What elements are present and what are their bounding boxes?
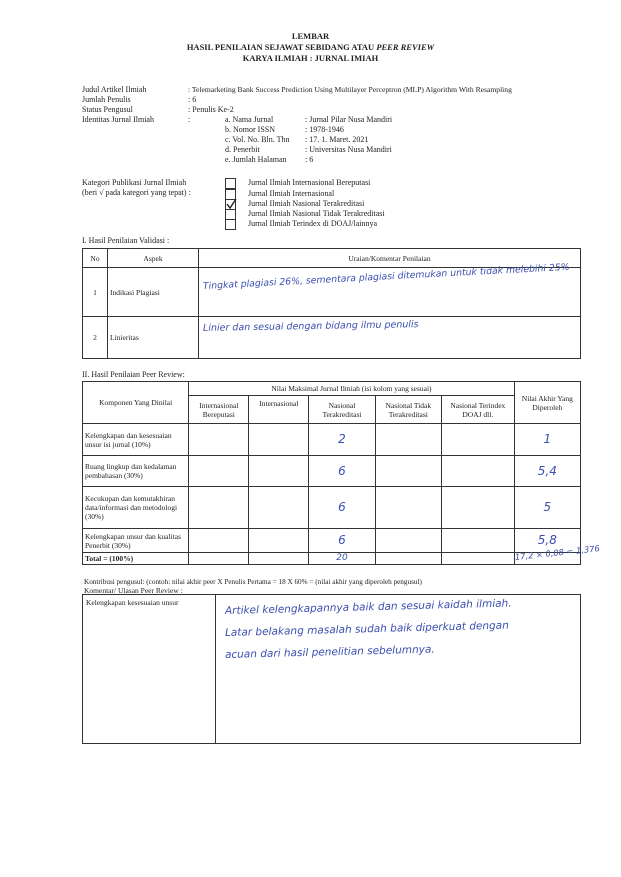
validasi-header-komentar: Uraian/Komentar Penilaian [199, 249, 581, 268]
peer-komponen: Kecukupan dan kemutakhiran data/informasi dan metodologi (30%) [83, 487, 189, 529]
validasi-row [83, 317, 581, 359]
peer-subheader: Nasional Terakreditasi [309, 396, 375, 424]
field-value-penerbit: : Universitas Nusa Mandiri [305, 145, 392, 154]
peer-akhir-value: 5 [514, 487, 580, 529]
peer-max-value: 6 [309, 487, 375, 529]
identitas-label: Identitas Jurnal Ilmiah [82, 115, 154, 124]
header-line-1: LEMBAR [291, 31, 330, 41]
peer-total-akhir: 17,2 × 0,08 = 1,376 [514, 543, 600, 562]
field-value-issn: : 1978-1946 [305, 125, 344, 134]
identitas-colon: : [188, 115, 191, 124]
peer-subheader: Nasional Tidak Terakreditasi [375, 396, 441, 424]
option-doaj: Jurnal Ilmiah Terindex di DOAJ/lainnya [248, 219, 378, 228]
option-internasional: Jurnal Ilmiah Internasional [248, 189, 335, 198]
peer-row [83, 487, 581, 529]
peer-row [83, 424, 581, 456]
status-value: : Penulis Ke-2 [188, 105, 234, 114]
option-nasional-terakreditasi: Jurnal Ilmiah Nasional Terakreditasi [248, 199, 365, 208]
field-value-nama: : Jurnal Pilar Nusa Mandiri [305, 115, 393, 124]
validasi-header-aspek: Aspek [108, 249, 199, 268]
validasi-no: 2 [83, 317, 108, 359]
peer-total-max: 20 [309, 553, 375, 565]
peer-max-value: 6 [309, 456, 375, 487]
jumlah-label: Jumlah Penulis [82, 95, 131, 104]
jumlah-value: : 6 [188, 95, 197, 104]
option-internasional-bereputasi: Jurnal Ilmiah Internasional Bereputasi [248, 178, 371, 187]
header-line-2-text: HASIL PENILAIAN SEJAWAT SEBIDANG ATAU [186, 42, 377, 52]
validasi-title: I. Hasil Penilaian Validasi : [82, 236, 170, 245]
peer-total-akhir-cell [514, 543, 600, 565]
option-nasional-tidak-terakreditasi: Jurnal Ilmiah Nasional Tidak Terakreditasi [248, 209, 385, 218]
validasi-komentar-cell [199, 317, 581, 359]
field-label-halaman: e. Jumlah Halaman [225, 155, 287, 164]
peer-akhir-value: 1 [514, 424, 580, 456]
peer-komponen: Kelengkapan dan kesesuaian unsur isi jurnal (10%) [83, 424, 189, 456]
validasi-aspek: Indikasi Plagiasi [108, 268, 199, 317]
validasi-no: 1 [83, 268, 108, 317]
komentar-box [82, 594, 581, 744]
peer-subheader: Internasional Bereputasi [189, 396, 249, 424]
peer-total-row [83, 553, 581, 565]
status-label: Status Pengusul [82, 105, 133, 114]
header-peer-review: PEER REVIEW [376, 42, 435, 52]
peer-header-row [83, 382, 581, 396]
field-label-issn: b. Nomor ISSN [225, 125, 276, 134]
kelengkapan-label: Kelengkapan kesesuaian unsur [86, 598, 179, 607]
peer-table [82, 381, 600, 565]
field-value-vol: : 17. 1. Maret. 2021 [305, 135, 369, 144]
komentar-divider [215, 595, 216, 743]
peer-row [83, 529, 581, 553]
peer-header-nilai-akhir: Nilai Akhir Yang Diperoleh [514, 382, 580, 424]
field-label-nama: a. Nama Jurnal [225, 115, 274, 124]
field-label-vol: c. Vol. No. Bln. Thn [225, 135, 290, 144]
peer-max-value: 2 [309, 424, 375, 456]
header-line-2 [0, 42, 621, 52]
validasi-komentar: Tingkat plagiasi 26%, sementara plagiasi ditemukan untuk tidak melebihi 25% [202, 261, 570, 292]
validasi-aspek: Linieritas [108, 317, 199, 359]
komentar-line: Latar belakang masalah sudah baik diperkuat dengan [224, 619, 509, 639]
field-label-penerbit: d. Penerbit [225, 145, 260, 154]
validasi-row [83, 268, 581, 317]
judul-label: Judul Artikel Ilmiah [82, 85, 147, 94]
peer-akhir-value: 5,8 [514, 529, 580, 553]
judul-value: : Telemarketing Bank Success Prediction Using Multilayer Perceptron (MLP) Algorithm With Resampling [188, 85, 512, 94]
kategori-label: Kategori Publikasi Jurnal Ilmiah [82, 178, 187, 187]
peer-akhir-value: 5,4 [514, 456, 580, 487]
peer-subheader: Nasional Terindex DOAJ dll. [441, 396, 514, 424]
peer-max-value: 6 [309, 529, 375, 553]
peer-komponen: Kelengkapan unsur dan kualitas Penerbit (30%) [83, 529, 189, 553]
komentar-line: acuan dari hasil penelitian sebelumnya. [224, 643, 435, 661]
komentar-line: Artikel kelengkapannya baik dan sesuai kaidah ilmiah. [224, 597, 512, 617]
komentar-label: Komentar/ Ulasan Peer Review : [84, 586, 183, 595]
peer-title: II. Hasil Penilaian Peer Review: [82, 370, 185, 379]
validasi-komentar-cell [199, 261, 581, 317]
checkbox-doaj[interactable] [225, 219, 236, 230]
checkbox-internasional-bereputasi[interactable] [225, 178, 236, 189]
field-value-halaman: : 6 [305, 155, 314, 164]
validasi-komentar: Linier dan sesuai dengan bidang ilmu penulis [202, 319, 419, 334]
header-line-3: KARYA ILMIAH : JURNAL IMIAH [242, 53, 379, 63]
validasi-table [82, 248, 581, 359]
peer-header-nilai-max: Nilai Maksimal Jurnal Ilmiah (isi kolom yang sesuai) [189, 382, 514, 396]
peer-row [83, 456, 581, 487]
peer-total-label: Total = (100%) [83, 553, 189, 565]
kontribusi-text: Kontribusi pengusul: (contoh: nilai akhir peer X Penulis Pertama = 18 X 60% = (nilai akhir yang diperoleh pengusul) [84, 578, 422, 586]
peer-header-komponen: Komponen Yang Dinilai [83, 382, 189, 424]
peer-subheader: Internasional [249, 396, 309, 424]
peer-komponen: Ruang lingkup dan kedalaman pembahasan (30%) [83, 456, 189, 487]
validasi-header-no: No [83, 249, 108, 268]
kategori-hint: (beri √ pada kategori yang tepat) : [82, 188, 191, 197]
